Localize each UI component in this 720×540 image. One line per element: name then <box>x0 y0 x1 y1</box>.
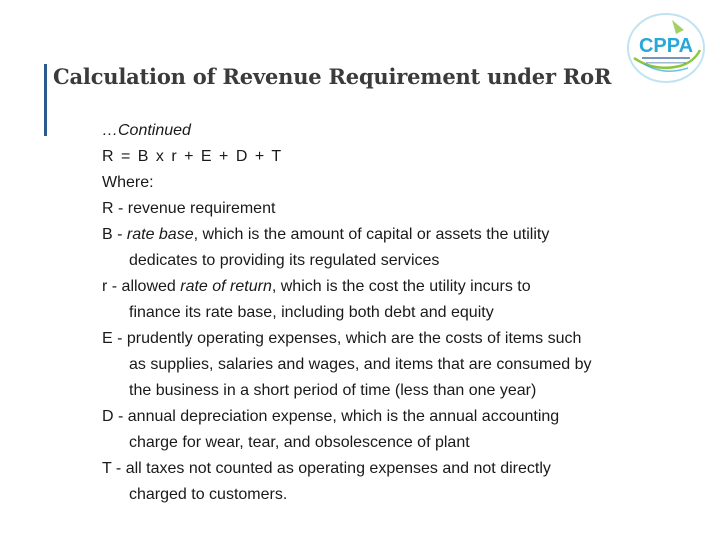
definition-d: D - annual depreciation expense, which is the annual accounting <box>102 408 560 425</box>
cppa-logo-icon <box>624 10 708 86</box>
definition-b <box>102 222 662 248</box>
definition-d-continued: charge for wear, tear, and obsolescence of plant <box>129 434 470 451</box>
definition-rr-continued: finance its rate base, including both debt and equity <box>129 304 494 321</box>
definition-r: R - revenue requirement <box>102 200 276 217</box>
definition-t-continued: charged to customers. <box>129 486 288 503</box>
definition-rr-text: , which is the cost the utility incurs to <box>271 278 531 295</box>
title-accent-bar <box>44 64 47 136</box>
slide-title: Calculation of Revenue Requirement under RoR <box>53 64 612 89</box>
definition-e: E - prudently operating expenses, which are the costs of items such <box>102 330 582 347</box>
definition-rr-label: r - allowed <box>102 278 181 295</box>
slide-body <box>102 118 662 508</box>
definition-rr <box>102 274 662 300</box>
definition-b-text: , which is the amount of capital or assets the utility <box>193 226 550 243</box>
definition-rr-term: rate of return <box>180 278 272 295</box>
logo-text: CPPA <box>638 35 694 57</box>
continued-label: …Continued <box>102 122 191 139</box>
definition-e-continued-2: the business in a short period of time (less than one year) <box>129 382 537 399</box>
definition-b-continued: dedicates to providing its regulated services <box>129 252 440 269</box>
where-label: Where: <box>102 174 154 191</box>
definition-t: T - all taxes not counted as operating expenses and not directly <box>102 460 551 477</box>
cppa-logo <box>624 10 708 86</box>
definition-b-label: B - <box>102 226 127 243</box>
definition-e-continued-1: as supplies, salaries and wages, and items that are consumed by <box>129 356 592 373</box>
definition-b-term: rate base <box>126 226 194 243</box>
formula: R = B x r + E + D + T <box>102 148 283 165</box>
